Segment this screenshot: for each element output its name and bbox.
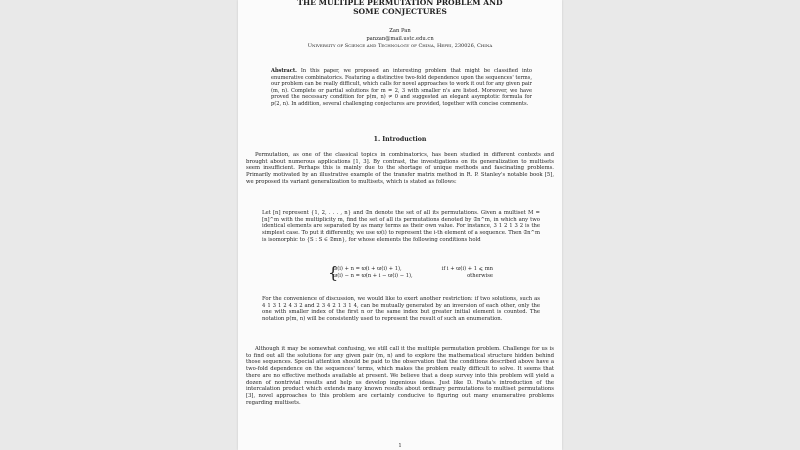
equation-line-1: ϖ(i) + n = ϖ(i + ϖ(i) + 1), if i + ϖ(i) + 1 ⩽ mn xyxy=(333,266,493,272)
paragraph-1: Permutation, as one of the classical topics in combinatorics, has been studied in different contexts and brought about numerous applications [1, 3]. By contrast, the investigations on its generalization to multisets seem insufficient. Perhaps this is mainly due to the shortage of unique methods and fascinating problems. Primarily motivated by an illustrative example of the transfer matrix method in R. P. Stanley's notable book [5], we proposed its variant generalization to multisets, which is stated as follows: xyxy=(246,152,554,185)
section-heading: 1. Introduction xyxy=(373,136,427,143)
abstract-label: Abstract. xyxy=(271,68,297,74)
abstract-text: In this paper, we proposed an interesting problem that might be classified into enumerative combinatorics. Featuring a distinctive two-fold dependence upon the sequences' terms, our problem can be really difficult, which calls for novel approaches to work it out for any given pair (m, n). Complete or partial solutions for m = 2, 3 with smaller n's are listed. Moreover, we have proved the necessary condition for p(m, n) ≠ 0 and suggested an elegant asymptotic formula for p(2, n). In addition, several challenging conjectures are provided, together with concise comments. xyxy=(271,68,532,107)
brace-symbol: { xyxy=(328,263,339,282)
title-line-2: SOME CONJECTURES xyxy=(353,7,447,16)
paper-page xyxy=(238,0,562,450)
affiliation: University of Science and Technology of China, Hefei, 230026, China xyxy=(307,43,493,49)
equation-line-2: ϖ(i) − n = ϖ(n + i − ϖ(i) − 1), otherwise xyxy=(333,273,493,279)
title-line-1: THE MULTIPLE PERMUTATION PROBLEM AND xyxy=(297,0,503,7)
author-email: panzan@mail.ustc.edu.cn xyxy=(366,35,434,42)
definition-paragraph: Let [n] represent {1, 2, . . . , n} and 𝔖n denote the set of all its permutations. Given a multiset M = [n]^m with the multiplicity m, find the set of all its permutations denoted by 𝔖n^m, in which any two identical elements are separated by as many terms as their own value. For instance, 3 1 2 1 3 2 is the simplest case. To put it differently, we use ϖ(i) to represent the i-th element of a sequence. Then 𝔖n^m is isomorphic to {S : S ∈ 𝔖mn}, for whose elements the following conditions hold xyxy=(262,210,540,243)
author-block xyxy=(238,28,562,51)
author-name: Zan Pan xyxy=(389,28,411,34)
page-number: 1 xyxy=(398,443,402,449)
abstract xyxy=(271,68,532,108)
restriction-paragraph: For the convenience of discussion, we would like to exert another restriction: if two solutions, such as 4 1 3 1 2 4 3 2 and 2 3 4 2 1 3 1 4, can be mutually generated by an inversion of each other, only the one with smaller index of the first n or the same index but greater initial element is counted. The notation p(m, n) will be consistently used to represent the result of such an enumeration. xyxy=(262,296,540,323)
paper-title xyxy=(238,0,562,16)
condition-equations xyxy=(328,263,493,282)
paragraph-4: Although it may be somewhat confusing, we still call it the multiple permutation problem. Challenge for us is to find out all the solutions for any given pair (m, n) and to explore the mathematical structure hidden behind those sequences. Special attention should be paid to the observation that the conditions described above have a two-fold dependence on the sequences' terms, which makes the problem really difficult to solve. It seems that there are no effective methods available at present. We believe that a deep survey into this problem will yield a dozen of nontrivial results and help us develop ingenious ideas. Just like D. Foata's introduction of the intercalation product which extends many known results about ordinary permutations to multiset permutations [3], novel approaches to this problem are certainly conducive to figuring out many enumerative problems regarding multisets. xyxy=(246,346,554,406)
